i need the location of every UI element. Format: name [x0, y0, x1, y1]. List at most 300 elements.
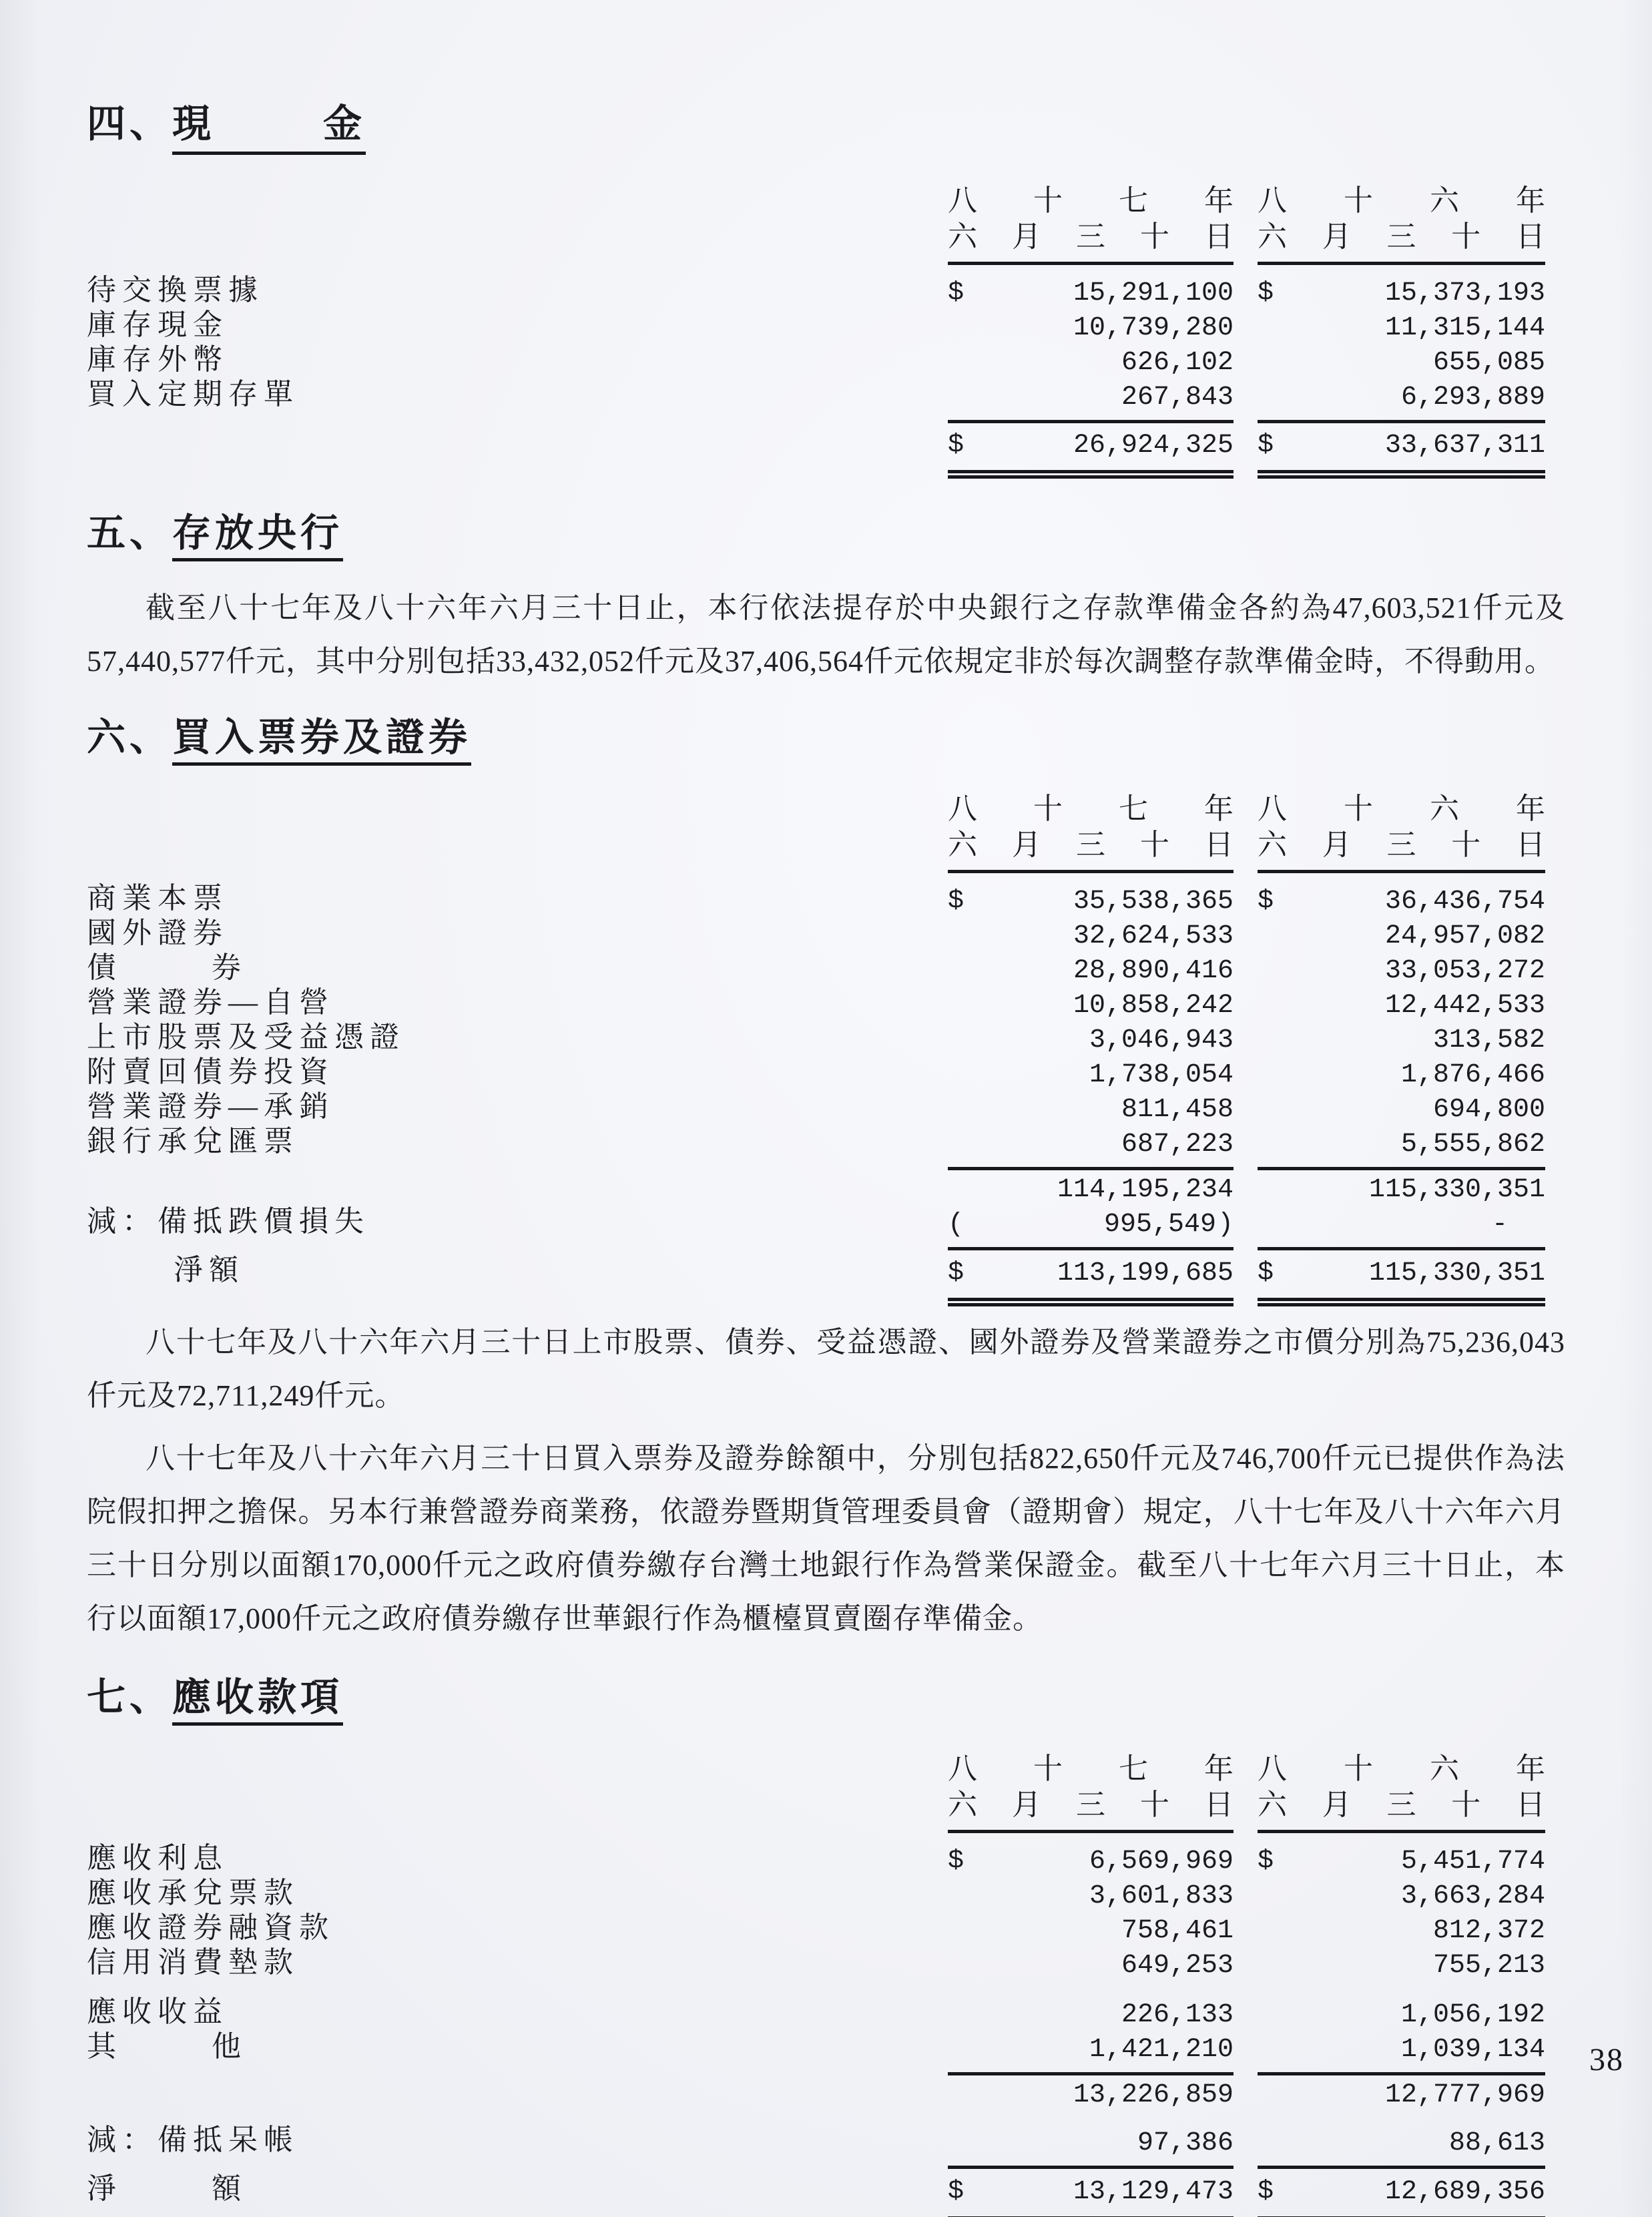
- amount-value: 115,330,351: [1368, 1258, 1545, 1288]
- amount-value: 88,613: [1448, 2128, 1545, 2158]
- table-row: [87, 309, 1545, 344]
- amount-value: 12,442,533: [1384, 991, 1545, 1021]
- char: 三: [1386, 828, 1416, 861]
- table-row: [87, 2079, 1545, 2111]
- amount-prior-year: [1258, 1209, 1545, 1240]
- row-label: 營業證券—承銷: [87, 1090, 334, 1123]
- char: 年: [1204, 792, 1233, 825]
- table-row: [87, 1126, 1545, 1160]
- amount-current-year: [948, 921, 1233, 952]
- amount-prior-year: [1258, 278, 1545, 309]
- char: 十: [1140, 828, 1169, 861]
- amount-value: 694,800: [1432, 1095, 1545, 1125]
- char: 八: [948, 792, 977, 825]
- header-line: [1258, 219, 1545, 255]
- column-header-current-year: [948, 1751, 1233, 1833]
- amount-value: 687,223: [1121, 1130, 1233, 1160]
- single-rule: [1258, 1247, 1545, 1250]
- rule-row: [87, 413, 1545, 427]
- amount-value: 811,458: [1121, 1095, 1233, 1125]
- amount-prior-year: [1258, 921, 1545, 952]
- table-row: [87, 987, 1545, 1021]
- row-label: 減：備抵呆帳: [87, 2124, 299, 2156]
- amount-value: 36,436,754: [1384, 887, 1545, 917]
- row-label: 信用消費墊款: [87, 1946, 299, 1979]
- amount-value: 114,195,234: [1057, 1175, 1233, 1205]
- amount-prior-year: [1258, 1999, 1545, 2031]
- central-bank-note: 截至八十七年及八十六年六月三十日止，本行依法提存於中央銀行之存款準備金各約為47,603,521仟元及57,440,577仟元，其中分別包括33,432,052仟元及37,406,564仟元依規定非於每次調整存款準備金時，不得動用。: [87, 591, 1565, 678]
- char: 三: [1076, 220, 1105, 253]
- table-row: [87, 883, 1545, 917]
- char: 月: [1322, 1788, 1352, 1821]
- table-row: [87, 1056, 1545, 1091]
- table-row: [87, 1206, 1545, 1240]
- section-title: [172, 100, 366, 155]
- amount-prior-year: [1258, 1025, 1545, 1056]
- column-header-prior-year: [1258, 183, 1545, 265]
- amount-current-year: [948, 347, 1233, 379]
- amount-value: 755,213: [1432, 1951, 1545, 1981]
- char: 六: [1430, 1752, 1459, 1785]
- char: 債: [87, 951, 122, 984]
- amount-prior-year: [1258, 1846, 1545, 1877]
- header-line: [948, 791, 1233, 827]
- row-label: 營業證券—自營: [87, 986, 334, 1019]
- page-number: 38: [1589, 2042, 1624, 2077]
- dollar-sign: $: [1258, 1846, 1274, 1877]
- table-header-row: [87, 791, 1545, 873]
- rule-cell: [1258, 1240, 1545, 1254]
- rule-row: [87, 2211, 1545, 2217]
- char: 十: [1451, 828, 1481, 861]
- rule-cell: [1258, 465, 1545, 479]
- dollar-sign: $: [1258, 2177, 1274, 2207]
- rule-cell: [1258, 2211, 1545, 2217]
- amount-prior-year: [1258, 990, 1545, 1021]
- amount-current-year: [948, 382, 1233, 413]
- amount-prior-year: [1258, 312, 1545, 344]
- column-header-current-year: [948, 183, 1233, 265]
- amount-prior-year: [1258, 1255, 1545, 1292]
- double-rule: [1258, 1298, 1545, 1306]
- row-label: 銀行承兌匯票: [87, 1125, 299, 1158]
- rule-cell: [1258, 1292, 1545, 1306]
- amount-value: 26,924,325: [1073, 431, 1233, 461]
- table-row: [87, 1174, 1545, 1206]
- amount-value: 24,957,082: [1384, 921, 1545, 951]
- amount-value: 12,689,356: [1384, 2177, 1545, 2207]
- amount-value: 5,555,862: [1400, 1130, 1545, 1160]
- rule-row: [87, 1292, 1545, 1306]
- section-heading-cash: [87, 100, 1565, 155]
- amount-current-year: [948, 1094, 1233, 1126]
- row-label: [87, 2031, 948, 2062]
- single-rule: [948, 2166, 1233, 2169]
- amount-current-year: [948, 427, 1233, 465]
- table-row: [87, 1091, 1545, 1126]
- rule-cell: [948, 1160, 1233, 1174]
- amount-value: 3,046,943: [1089, 1025, 1233, 1055]
- header-line: [1258, 1751, 1545, 1787]
- header-line: [948, 1751, 1233, 1787]
- amount-prior-year: [1258, 1059, 1545, 1091]
- dollar-sign: $: [1258, 431, 1274, 461]
- rule-cell: [1258, 413, 1545, 427]
- section-cash: [87, 100, 1565, 479]
- char: 七: [1119, 792, 1148, 825]
- rule-cell: [948, 2211, 1233, 2217]
- char: 年: [1516, 1752, 1545, 1785]
- amount-value: 5,451,774: [1400, 1846, 1545, 1877]
- amount-current-year: [948, 1915, 1233, 1947]
- amount-value: 3,663,284: [1400, 1881, 1545, 1911]
- char: 年: [1204, 184, 1233, 217]
- double-rule: [948, 470, 1233, 479]
- row-gap: [87, 1981, 1545, 1996]
- amount-value: 28,890,416: [1073, 956, 1233, 986]
- single-rule: [1258, 1167, 1545, 1170]
- row-label-spread: [87, 2031, 247, 2062]
- char: 日: [1516, 1788, 1545, 1821]
- amount-value: 10,739,280: [1073, 313, 1233, 343]
- table-row: [87, 1877, 1545, 1912]
- dollar-sign: $: [1258, 278, 1274, 308]
- table-row: [87, 274, 1545, 309]
- row-label-spread: [87, 2173, 247, 2204]
- amount-prior-year: [1258, 2079, 1545, 2111]
- char: 券: [212, 951, 247, 984]
- char: 十: [1140, 220, 1169, 253]
- single-rule: [1258, 2072, 1545, 2075]
- amount-value: 15,373,193: [1384, 278, 1545, 308]
- char: 十: [1344, 184, 1373, 217]
- single-rule: [1258, 420, 1545, 423]
- amount-value: 626,102: [1121, 348, 1233, 378]
- rule-row: [87, 2159, 1545, 2173]
- rule-row: [87, 1240, 1545, 1254]
- amount-current-year: [948, 2128, 1233, 2159]
- dollar-sign: $: [948, 278, 965, 308]
- row-label: [87, 2173, 948, 2204]
- rule-row: [87, 2065, 1545, 2079]
- char: 月: [1012, 1788, 1041, 1821]
- rule-cell: [1258, 1160, 1545, 1174]
- amount-prior-year: [1258, 1129, 1545, 1160]
- char: 六: [948, 220, 977, 253]
- section-number: 六、: [87, 716, 173, 759]
- amount-value: 11,315,144: [1384, 313, 1545, 343]
- section-number: 四、: [87, 102, 173, 146]
- table-header-row: [87, 1751, 1545, 1833]
- amount-prior-year: [1258, 2174, 1545, 2211]
- char: 日: [1516, 828, 1545, 861]
- char: 月: [1012, 828, 1041, 861]
- amount-current-year: [948, 1881, 1233, 1912]
- table-row: [87, 427, 1545, 465]
- char: 現: [172, 102, 216, 146]
- amount-value: 3,601,833: [1089, 1881, 1233, 1911]
- amount-prior-year: [1258, 955, 1545, 987]
- table-row: [87, 1947, 1545, 1981]
- row-label: 國外證券: [87, 917, 228, 949]
- table-header-row: [87, 183, 1545, 265]
- amount-value: 1,738,054: [1089, 1060, 1233, 1090]
- char: 十: [1451, 1788, 1481, 1821]
- single-rule: [948, 2072, 1233, 2075]
- amount-value: 33,053,272: [1384, 956, 1545, 986]
- row-label: 買入定期存單: [87, 378, 299, 411]
- dollar-sign: $: [1258, 887, 1274, 917]
- amount-value: 649,253: [1121, 1951, 1233, 1981]
- table-row: [87, 1996, 1545, 2031]
- char: 月: [1012, 220, 1041, 253]
- amount-current-year: [948, 278, 1233, 309]
- amount-prior-year: [1258, 427, 1545, 465]
- char: 八: [1258, 792, 1287, 825]
- amount-prior-year: [1258, 1174, 1545, 1206]
- securities-table: [87, 791, 1545, 1306]
- char: 年: [1516, 792, 1545, 825]
- amount-value: -: [1491, 1210, 1508, 1240]
- rule-cell: [948, 2159, 1233, 2173]
- securities-note-pledged: 八十七年及八十六年六月三十日買入票券及證券餘額中，分別包括822,650仟元及746,700仟元已提供作為法院假扣押之擔保。另本行兼營證券商業務，依證券暨期貨管理委員會（證期會）規定，八十七年及八十六年六月三十日分別以面額170,000仟元之政府債券繳存台灣土地銀行作為營業保證金。截至八十七年六月三十日止，本行以面額17,000仟元之政府債券繳存世華銀行作為櫃檯買賣圈存準備金。: [87, 1442, 1565, 1635]
- table-row: [87, 1842, 1545, 1877]
- amount-current-year: [948, 312, 1233, 344]
- row-label: 應收利息: [87, 1842, 228, 1875]
- amount-current-year: [948, 2174, 1233, 2211]
- dollar-sign: $: [1258, 1258, 1274, 1288]
- header-line: [948, 1787, 1233, 1823]
- amount-current-year: [948, 1174, 1233, 1206]
- amount-value: 115,330,351: [1368, 1175, 1545, 1205]
- char: 月: [1322, 220, 1352, 253]
- amount-value: 33,637,311: [1384, 431, 1545, 461]
- amount-current-year: [948, 1025, 1233, 1056]
- amount-value: 6,569,969: [1089, 1846, 1233, 1877]
- double-rule: [948, 1298, 1233, 1306]
- char: 日: [1204, 828, 1233, 861]
- table-row: [87, 952, 1545, 987]
- char: 十: [1451, 220, 1481, 253]
- amount-value: 12,777,969: [1384, 2080, 1545, 2110]
- double-rule: [1258, 470, 1545, 479]
- receivables-table: [87, 1751, 1545, 2217]
- section-heading-receivables: [87, 1674, 1565, 1722]
- rule-cell: [948, 413, 1233, 427]
- char: 八: [1258, 1752, 1287, 1785]
- char: 他: [212, 2030, 247, 2063]
- char: 日: [1204, 1788, 1233, 1821]
- row-label: [87, 952, 948, 983]
- amount-current-year: [948, 990, 1233, 1021]
- section-securities: [87, 714, 1565, 1646]
- char: 六: [1258, 220, 1287, 253]
- amount-value: 13,226,859: [1073, 2080, 1233, 2110]
- char: 十: [1344, 1752, 1373, 1785]
- amount-prior-year: [1258, 382, 1545, 413]
- amount-value: 995,549: [1103, 1210, 1216, 1240]
- table-row: [87, 2031, 1545, 2065]
- amount-prior-year: [1258, 2034, 1545, 2065]
- amount-value: 313,582: [1432, 1025, 1545, 1055]
- row-gap: [87, 2111, 1545, 2124]
- amount-value: 226,133: [1121, 2000, 1233, 2030]
- amount-current-year: [948, 886, 1233, 917]
- char: 月: [1322, 828, 1352, 861]
- char: 日: [1204, 220, 1233, 253]
- char: 六: [1430, 792, 1459, 825]
- row-label: 減：備抵跌價損失: [87, 1205, 370, 1238]
- amount-current-year: [948, 1999, 1233, 2031]
- rule-row: [87, 1160, 1545, 1174]
- amount-prior-year: [1258, 347, 1545, 379]
- single-rule: [1258, 2166, 1545, 2169]
- row-label-spread: [87, 952, 247, 983]
- table-row: [87, 1021, 1545, 1056]
- dollar-sign: $: [948, 887, 965, 917]
- char: 淨: [87, 2172, 122, 2205]
- securities-note-market-value: 八十七年及八十六年六月三十日上市股票、債券、受益憑證、國外證券及營業證券之市價分別為75,236,043仟元及72,711,249仟元。: [87, 1326, 1565, 1412]
- dollar-sign: $: [948, 431, 965, 461]
- rule-cell: [948, 1240, 1233, 1254]
- char: 六: [1430, 184, 1459, 217]
- table-row: [87, 1912, 1545, 1947]
- row-label: 待交換票據: [87, 274, 264, 306]
- row-label: 應收收益: [87, 1995, 228, 2028]
- amount-value: 15,291,100: [1073, 278, 1233, 308]
- amount-value: 1,421,210: [1089, 2035, 1233, 2065]
- char: 三: [1386, 1788, 1416, 1821]
- row-label: 應收承兌票款: [87, 1877, 299, 1909]
- rule-cell: [1258, 2065, 1545, 2079]
- char: 十: [1033, 792, 1063, 825]
- dollar-sign: $: [948, 1258, 965, 1288]
- cash-table: [87, 183, 1545, 479]
- char: 七: [1119, 1752, 1148, 1785]
- table-row: [87, 2173, 1545, 2211]
- amount-current-year: [948, 1059, 1233, 1091]
- header-line: [948, 219, 1233, 255]
- amount-value: 6,293,889: [1400, 383, 1545, 413]
- header-line: [948, 183, 1233, 219]
- amount-value: 267,843: [1121, 383, 1233, 413]
- row-label: 上市股票及受益憑證: [87, 1021, 405, 1053]
- char: 三: [1076, 1788, 1105, 1821]
- single-rule: [948, 1247, 1233, 1250]
- rule-cell: [948, 465, 1233, 479]
- row-label: 淨額: [174, 1254, 244, 1286]
- header-line: [1258, 827, 1545, 863]
- section-number: 七、: [87, 1676, 173, 1719]
- char: 額: [212, 2172, 247, 2205]
- single-rule: [948, 1167, 1233, 1170]
- amount-value: 1,876,466: [1400, 1060, 1545, 1090]
- amount-prior-year: [1258, 886, 1545, 917]
- header-line: [1258, 1787, 1545, 1823]
- amount-value: 13,129,473: [1073, 2177, 1233, 2207]
- amount-current-year: [948, 2079, 1233, 2111]
- char: 六: [948, 828, 977, 861]
- amount-value: 1,039,134: [1400, 2035, 1545, 2065]
- row-label: 庫存現金: [87, 308, 228, 341]
- rule-cell: [948, 1292, 1233, 1306]
- section-heading-central-bank: [87, 509, 1565, 557]
- char: 八: [1258, 184, 1287, 217]
- amount-prior-year: [1258, 1881, 1545, 1912]
- header-line: [948, 827, 1233, 863]
- char: 十: [1344, 792, 1373, 825]
- rule-cell: [948, 2065, 1233, 2079]
- column-header-prior-year: [1258, 1751, 1545, 1833]
- amount-value: 113,199,685: [1057, 1258, 1233, 1288]
- char: 三: [1076, 828, 1105, 861]
- table-row: [87, 1254, 1545, 1292]
- amount-current-year: [948, 2034, 1233, 2065]
- amount-value: 758,461: [1121, 1916, 1233, 1946]
- amount-current-year: [948, 1129, 1233, 1160]
- char: 其: [87, 2030, 122, 2063]
- char: 日: [1516, 220, 1545, 253]
- amount-prior-year: [1258, 1950, 1545, 1981]
- amount-value: 1,056,192: [1400, 2000, 1545, 2030]
- char: 十: [1033, 1752, 1063, 1785]
- dollar-sign: $: [948, 2177, 965, 2207]
- amount-value: 97,386: [1137, 2128, 1233, 2158]
- amount-prior-year: [1258, 1915, 1545, 1947]
- header-line: [1258, 183, 1545, 219]
- amount-current-year: [948, 1255, 1233, 1292]
- char: 七: [1119, 184, 1148, 217]
- amount-current-year: [948, 1209, 1233, 1240]
- row-label: 庫存外幣: [87, 343, 228, 376]
- dollar-sign: $: [948, 1846, 965, 1877]
- char: 十: [1033, 184, 1063, 217]
- amount-value: 10,858,242: [1073, 991, 1233, 1021]
- header-line: [1258, 791, 1545, 827]
- amount-prior-year: [1258, 1094, 1545, 1126]
- char: 金: [323, 102, 366, 146]
- char: 年: [1204, 1752, 1233, 1785]
- amount-value: 812,372: [1432, 1916, 1545, 1946]
- close-paren: ): [1217, 1210, 1233, 1240]
- table-row: [87, 917, 1545, 952]
- row-label: 附賣回債券投資: [87, 1055, 334, 1088]
- rule-cell: [1258, 2159, 1545, 2173]
- column-header-prior-year: [1258, 791, 1545, 873]
- char: 八: [948, 1752, 977, 1785]
- char: 八: [948, 184, 977, 217]
- section-title: 買入票券及證券: [172, 716, 471, 766]
- table-row: [87, 379, 1545, 413]
- section-title: 應收款項: [172, 1676, 343, 1726]
- amount-value: 35,538,365: [1073, 887, 1233, 917]
- table-row: [87, 344, 1545, 379]
- section-central-bank: [87, 509, 1565, 688]
- amount-prior-year: [1258, 2128, 1545, 2159]
- open-paren: (: [948, 1210, 965, 1240]
- single-rule: [948, 420, 1233, 423]
- section-receivables: [87, 1674, 1565, 2217]
- row-label: 應收證券融資款: [87, 1911, 334, 1944]
- char: 六: [1258, 1788, 1287, 1821]
- section-number: 五、: [87, 511, 173, 555]
- amount-value: 655,085: [1432, 348, 1545, 378]
- amount-current-year: [948, 1950, 1233, 1981]
- table-row: [87, 2124, 1545, 2159]
- char: 三: [1386, 220, 1416, 253]
- rule-row: [87, 465, 1545, 479]
- char: 年: [1516, 184, 1545, 217]
